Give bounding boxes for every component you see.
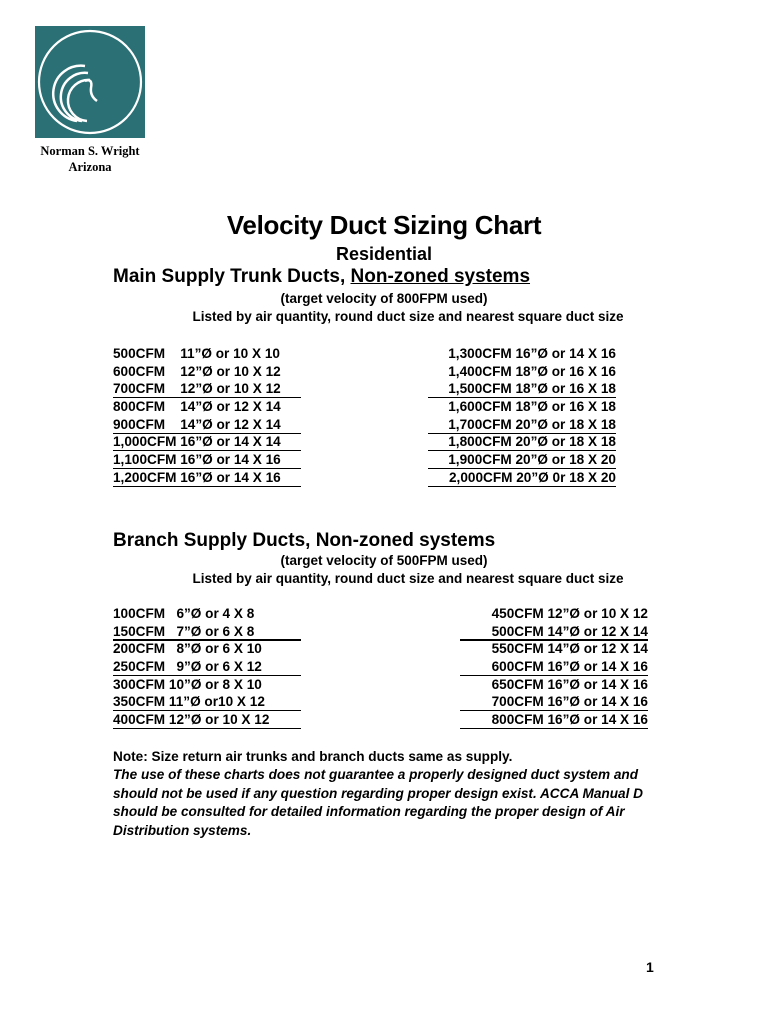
table-row [113, 398, 616, 416]
row-divider [428, 433, 616, 434]
left-entry: 400CFM 12”Ø or 10 X 12 [113, 712, 270, 728]
right-entry: 450CFM 12”Ø or 10 X 12 [491, 606, 648, 621]
left-entry: 350CFM 11”Ø or10 X 12 [113, 694, 265, 710]
company-name: Norman S. Wright [40, 144, 140, 158]
left-entry: 800CFM 14”Ø or 12 X 14 [113, 399, 281, 415]
row-divider [113, 675, 301, 676]
logo-caption [20, 143, 160, 175]
row-divider [113, 468, 301, 469]
main-list-description: Listed by air quantity, round duct size and nearest square duct size [192, 309, 624, 324]
left-entry: 1,100CFM 16”Ø or 14 X 16 [113, 452, 281, 468]
table-row [113, 623, 648, 641]
table-row [113, 693, 648, 711]
right-entry: 1,800CFM 20”Ø or 18 X 18 [448, 434, 616, 450]
left-entry: 700CFM 12”Ø or 10 X 12 [113, 381, 281, 397]
row-divider [113, 639, 301, 640]
company-location: Arizona [68, 160, 112, 174]
main-target-velocity: (target velocity of 800FPM used) [280, 291, 488, 306]
row-divider [113, 486, 301, 487]
left-entry: 250CFM 9”Ø or 6 X 12 [113, 659, 262, 675]
row-divider [113, 450, 301, 451]
right-entry: 700CFM 16”Ø or 14 X 16 [491, 694, 648, 710]
main-sizing-table [113, 345, 616, 487]
row-divider [460, 710, 648, 711]
footer-note [113, 748, 653, 840]
left-entry: 300CFM 10”Ø or 8 X 10 [113, 676, 262, 692]
branch-target-velocity: (target velocity of 500FPM used) [280, 553, 488, 568]
branch-section-heading: Branch Supply Ducts, Non-zoned systems [113, 530, 496, 551]
right-entry: 1,400CFM 18”Ø or 16 X 16 [448, 363, 616, 379]
main-heading-underlined: Non-zoned systems [350, 266, 531, 287]
left-entry: 200CFM 8”Ø or 6 X 10 [113, 641, 262, 657]
row-divider [428, 397, 616, 398]
table-row [113, 433, 616, 451]
disclaimer-text: The use of these charts does not guarantee a properly designed duct system and should not be used if any question regarding proper design exist. ACCA Manual D should be consulted for detailed information regarding the proper design of Air Distribution systems. [113, 767, 643, 838]
left-entry: 1,000CFM 16”Ø or 14 X 14 [113, 434, 281, 450]
page-title: Velocity Duct Sizing Chart [226, 210, 542, 240]
left-entry: 500CFM 11”Ø or 10 X 10 [113, 346, 280, 361]
left-entry: 150CFM 7”Ø or 6 X 8 [113, 623, 255, 639]
table-row [113, 676, 648, 694]
company-logo [35, 26, 145, 138]
table-row [113, 345, 616, 363]
note-line: Note: Size return air trunks and branch ducts same as supply. [113, 749, 513, 764]
right-entry: 2,000CFM 20”Ø 0r 18 X 20 [449, 469, 616, 485]
branch-sizing-table [113, 605, 648, 729]
right-entry: 650CFM 16”Ø or 14 X 16 [491, 676, 648, 692]
row-divider [428, 486, 616, 487]
main-section-heading [113, 266, 530, 288]
table-row [113, 711, 648, 729]
right-entry: 1,300CFM 16”Ø or 14 X 16 [448, 346, 616, 361]
left-entry: 100CFM 6”Ø or 4 X 8 [113, 606, 255, 621]
right-entry: 600CFM 16”Ø or 14 X 16 [491, 659, 648, 675]
table-row [113, 658, 648, 676]
row-divider [428, 468, 616, 469]
row-divider [460, 728, 648, 729]
row-divider [113, 728, 301, 729]
table-row [113, 416, 616, 434]
page-subtitle: Residential [335, 244, 433, 264]
left-entry: 1,200CFM 16”Ø or 14 X 16 [113, 469, 281, 485]
table-row [113, 640, 648, 658]
logo-mark-icon [35, 26, 145, 138]
table-row [113, 469, 616, 487]
table-row [113, 605, 648, 623]
row-divider [113, 433, 301, 434]
main-heading-text: Main Supply Trunk Ducts, [113, 266, 351, 287]
row-divider [113, 397, 301, 398]
right-entry: 1,900CFM 20”Ø or 18 X 20 [448, 452, 616, 468]
row-divider [460, 639, 648, 640]
page-number: 1 [646, 959, 654, 975]
table-row [113, 451, 616, 469]
right-entry: 1,500CFM 18”Ø or 16 X 18 [448, 381, 616, 397]
table-row [113, 363, 616, 381]
row-divider [428, 450, 616, 451]
row-divider [113, 710, 301, 711]
right-entry: 1,600CFM 18”Ø or 16 X 18 [448, 399, 616, 415]
right-entry: 500CFM 14”Ø or 12 X 14 [491, 623, 648, 639]
right-entry: 1,700CFM 20”Ø or 18 X 18 [448, 416, 616, 432]
right-entry: 550CFM 14”Ø or 12 X 14 [491, 641, 648, 657]
left-entry: 900CFM 14”Ø or 12 X 14 [113, 416, 281, 432]
table-row [113, 380, 616, 398]
right-entry: 800CFM 16”Ø or 14 X 16 [491, 712, 648, 728]
row-divider [460, 675, 648, 676]
branch-list-description: Listed by air quantity, round duct size and nearest square duct size [192, 571, 624, 586]
left-entry: 600CFM 12”Ø or 10 X 12 [113, 363, 281, 379]
